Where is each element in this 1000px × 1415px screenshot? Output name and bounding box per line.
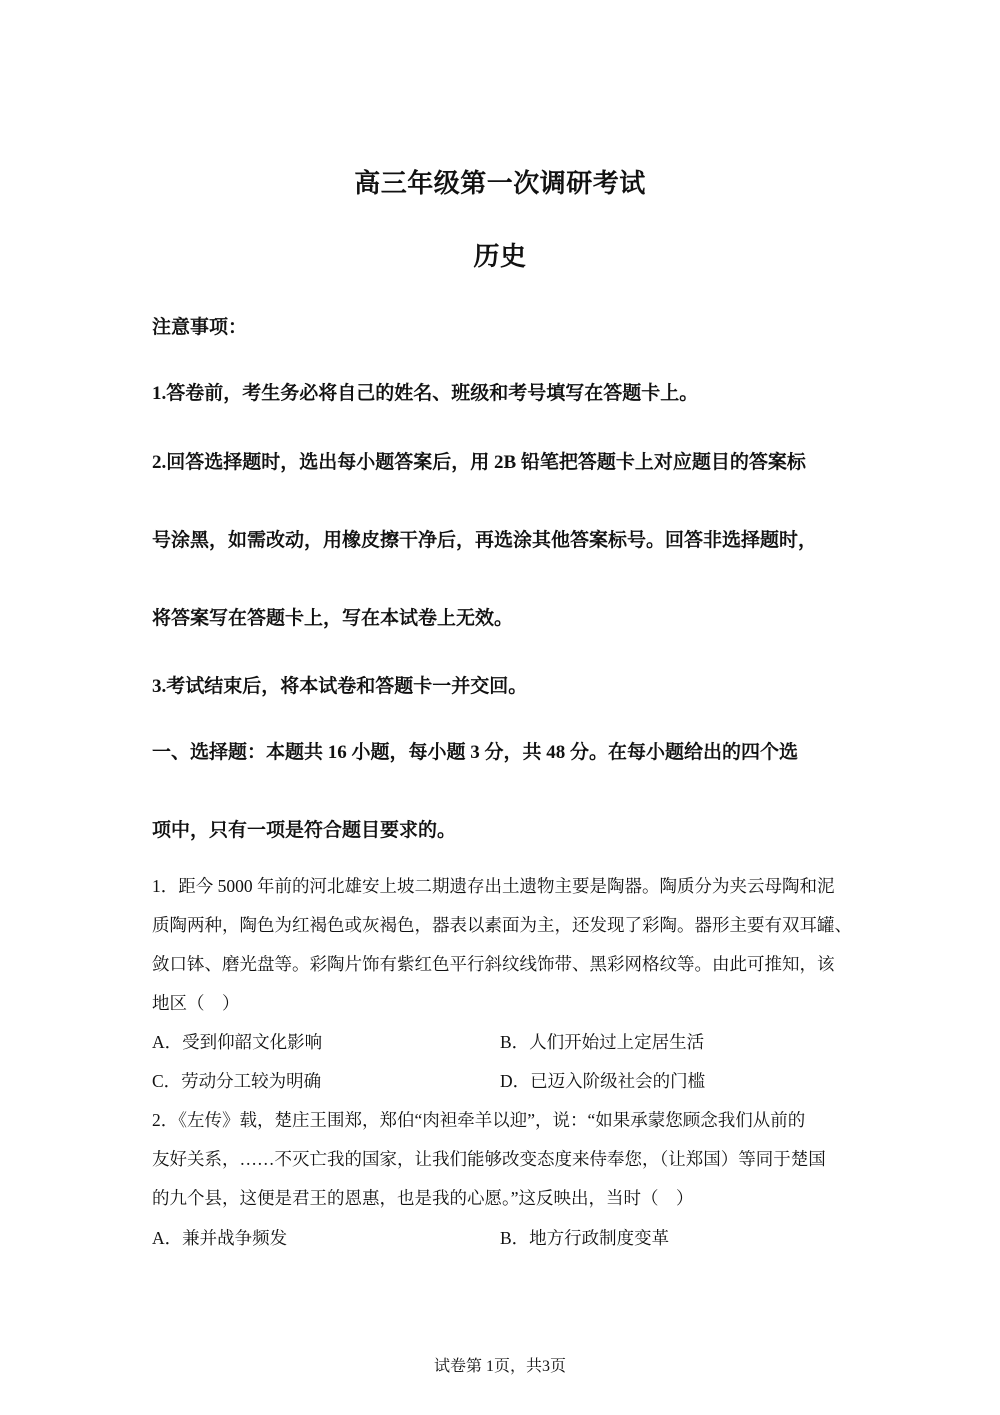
- question-2-line-1: 2．《左传》载，楚庄王围郑，郑伯“肉袒牵羊以迎”，说：“如果承蒙您顾念我们从前的: [152, 1110, 806, 1130]
- question-2-line-3: 的九个县，这便是君王的恩惠，也是我的心愿。”这反映出，当时（ ）: [152, 1188, 694, 1208]
- note-item-1: 1.答卷前，考生务必将自己的姓名、班级和考号填写在答题卡上。: [152, 383, 699, 404]
- question-1-option-a: A．受到仰韶文化影响: [152, 1032, 323, 1052]
- note-item-2-line-1: 2.回答选择题时，选出每小题答案后，用 2B 铅笔把答题卡上对应题目的答案标: [152, 452, 806, 473]
- question-2-line-2: 友好关系，……不灭亡我的国家，让我们能够改变态度来侍奉您，（让郑国）等同于楚国: [152, 1149, 826, 1169]
- question-1-line-3: 敛口钵、磨光盘等。彩陶片饰有紫红色平行斜纹线饰带、黑彩网格纹等。由此可推知，该: [152, 954, 835, 974]
- question-1-line-1: 1．距今 5000 年前的河北雄安上坡二期遗存出土遗物主要是陶器。陶质分为夹云母陶和泥: [152, 876, 835, 896]
- question-1-line-4: 地区（ ）: [152, 993, 240, 1013]
- section-heading-line-1: 一、选择题：本题共 16 小题，每小题 3 分，共 48 分。在每小题给出的四个选: [152, 742, 799, 763]
- question-1-line-2: 质陶两种，陶色为红褐色或灰褐色，器表以素面为主，还发现了彩陶。器形主要有双耳罐、: [152, 915, 852, 935]
- question-2-option-a: A．兼并战争频发: [152, 1228, 288, 1248]
- notes-heading: 注意事项：: [152, 317, 248, 338]
- question-2-option-b: B．地方行政制度变革: [500, 1228, 670, 1248]
- note-item-2-line-3: 将答案写在答题卡上，写在本试卷上无效。: [152, 608, 514, 629]
- subject-title: 历史: [473, 242, 527, 271]
- question-1-option-b: B．人们开始过上定居生活: [500, 1032, 705, 1052]
- question-1-option-c: C．劳动分工较为明确: [152, 1071, 322, 1091]
- page-footer: 试卷第 1页，共3页: [433, 1358, 566, 1375]
- note-item-3: 3.考试结束后，将本试卷和答题卡一并交回。: [152, 676, 528, 697]
- exam-title: 高三年级第一次调研考试: [354, 169, 646, 198]
- section-heading-line-2: 项中，只有一项是符合题目要求的。: [152, 820, 457, 841]
- question-1-option-d: D．已迈入阶级社会的门槛: [500, 1071, 706, 1091]
- note-item-2-line-2: 号涂黑，如需改动，用橡皮擦干净后，再选涂其他答案标号。回答非选择题时，: [152, 530, 818, 551]
